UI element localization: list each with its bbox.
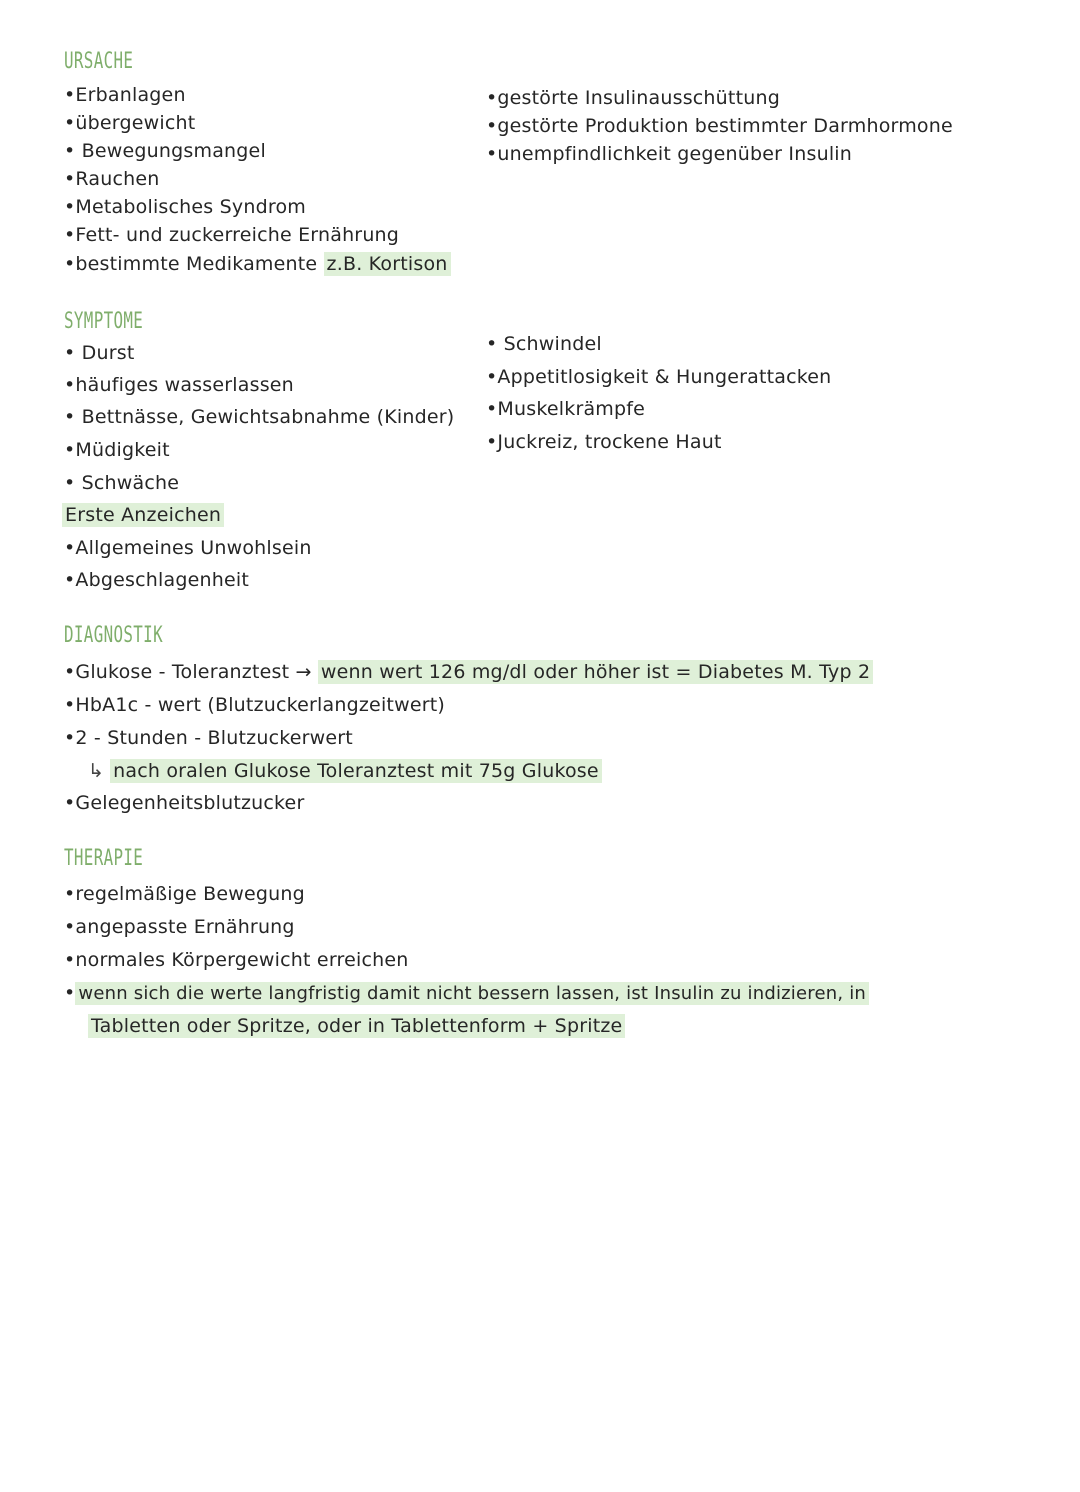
highlight-kortison: z.B. Kortison: [324, 252, 451, 276]
therapie-item: •normales Körpergewicht erreichen: [64, 949, 409, 971]
diagnostik-item: •Gelegenheitsblutzucker: [64, 792, 305, 814]
section-heading-therapie: THERAPIE: [64, 846, 144, 871]
diagnostik-item: •HbA1c - wert (Blutzuckerlangzeitwert): [64, 694, 445, 716]
diagnostik-subitem: [88, 758, 602, 784]
ursache-item: •Fett- und zuckerreiche Ernährung: [64, 224, 400, 246]
symptom-item: •Müdigkeit: [64, 439, 170, 461]
insulin-bullet: •: [64, 982, 76, 1004]
symptom-item: • Durst: [64, 342, 135, 364]
ursache-item: •übergewicht: [64, 112, 196, 134]
ursache-item: •Metabolisches Syndrom: [64, 196, 306, 218]
symptom-item: • Schwäche: [64, 472, 180, 494]
diagnostik-item: •2 - Stunden - Blutzuckerwert: [64, 727, 353, 749]
glukose-text: •Glukose - Toleranztest →: [64, 661, 318, 683]
symptom-item: •häufiges wasserlassen: [64, 374, 294, 396]
highlight-erste-anzeichen: Erste Anzeichen: [62, 503, 224, 527]
medikamente-text: •bestimmte Medikamente: [64, 253, 324, 275]
therapie-item: •regelmäßige Bewegung: [64, 883, 305, 905]
ursache-item: • Bewegungsmangel: [64, 140, 266, 162]
section-heading-ursache: URSACHE: [64, 49, 134, 74]
sub-arrow-icon: ↳: [88, 760, 105, 782]
section-heading-symptome: SYMPTOME: [64, 309, 144, 334]
therapie-insulin: [64, 980, 869, 1007]
diagnostik-glukose: [64, 659, 873, 685]
ursache-item: •Rauchen: [64, 168, 160, 190]
highlight-oral-glukose: nach oralen Glukose Toleranztest mit 75g Glukose: [110, 759, 602, 783]
erste-anzeichen-item: •Abgeschlagenheit: [64, 569, 249, 591]
symptom-right-item: •Juckreiz, trockene Haut: [486, 431, 722, 453]
symptom-right-item: •Appetitlosigkeit & Hungerattacken: [486, 366, 832, 388]
ursache-item: •Erbanlagen: [64, 84, 186, 106]
erste-anzeichen-item: •Allgemeines Unwohlsein: [64, 537, 312, 559]
highlight-insulin-line1: wenn sich die werte langfristig damit nicht bessern lassen, ist Insulin zu indizieren, in: [75, 982, 869, 1005]
section-heading-diagnostik: DIAGNOSTIK: [64, 623, 163, 648]
symptom-item: • Bettnässe, Gewichtsabnahme (Kinder): [64, 406, 455, 428]
symptom-right-item: • Schwindel: [486, 333, 602, 355]
ursache-right-item: •gestörte Insulinausschüttung: [486, 87, 780, 109]
erste-anzeichen-heading: [62, 502, 224, 528]
ursache-right-item: •unempfindlichkeit gegenüber Insulin: [486, 143, 853, 165]
ursache-item-medikamente: [64, 251, 451, 277]
symptom-right-item: •Muskelkrämpfe: [486, 398, 646, 420]
highlight-glukose-result: wenn wert 126 mg/dl oder höher ist = Diabetes M. Typ 2: [318, 660, 873, 684]
therapie-item: •angepasste Ernährung: [64, 916, 295, 938]
highlight-insulin-line2: Tabletten oder Spritze, oder in Tablettenform + Spritze: [88, 1014, 625, 1038]
ursache-right-item: •gestörte Produktion bestimmter Darmhormone: [486, 115, 953, 137]
therapie-insulin-cont: [88, 1013, 625, 1039]
